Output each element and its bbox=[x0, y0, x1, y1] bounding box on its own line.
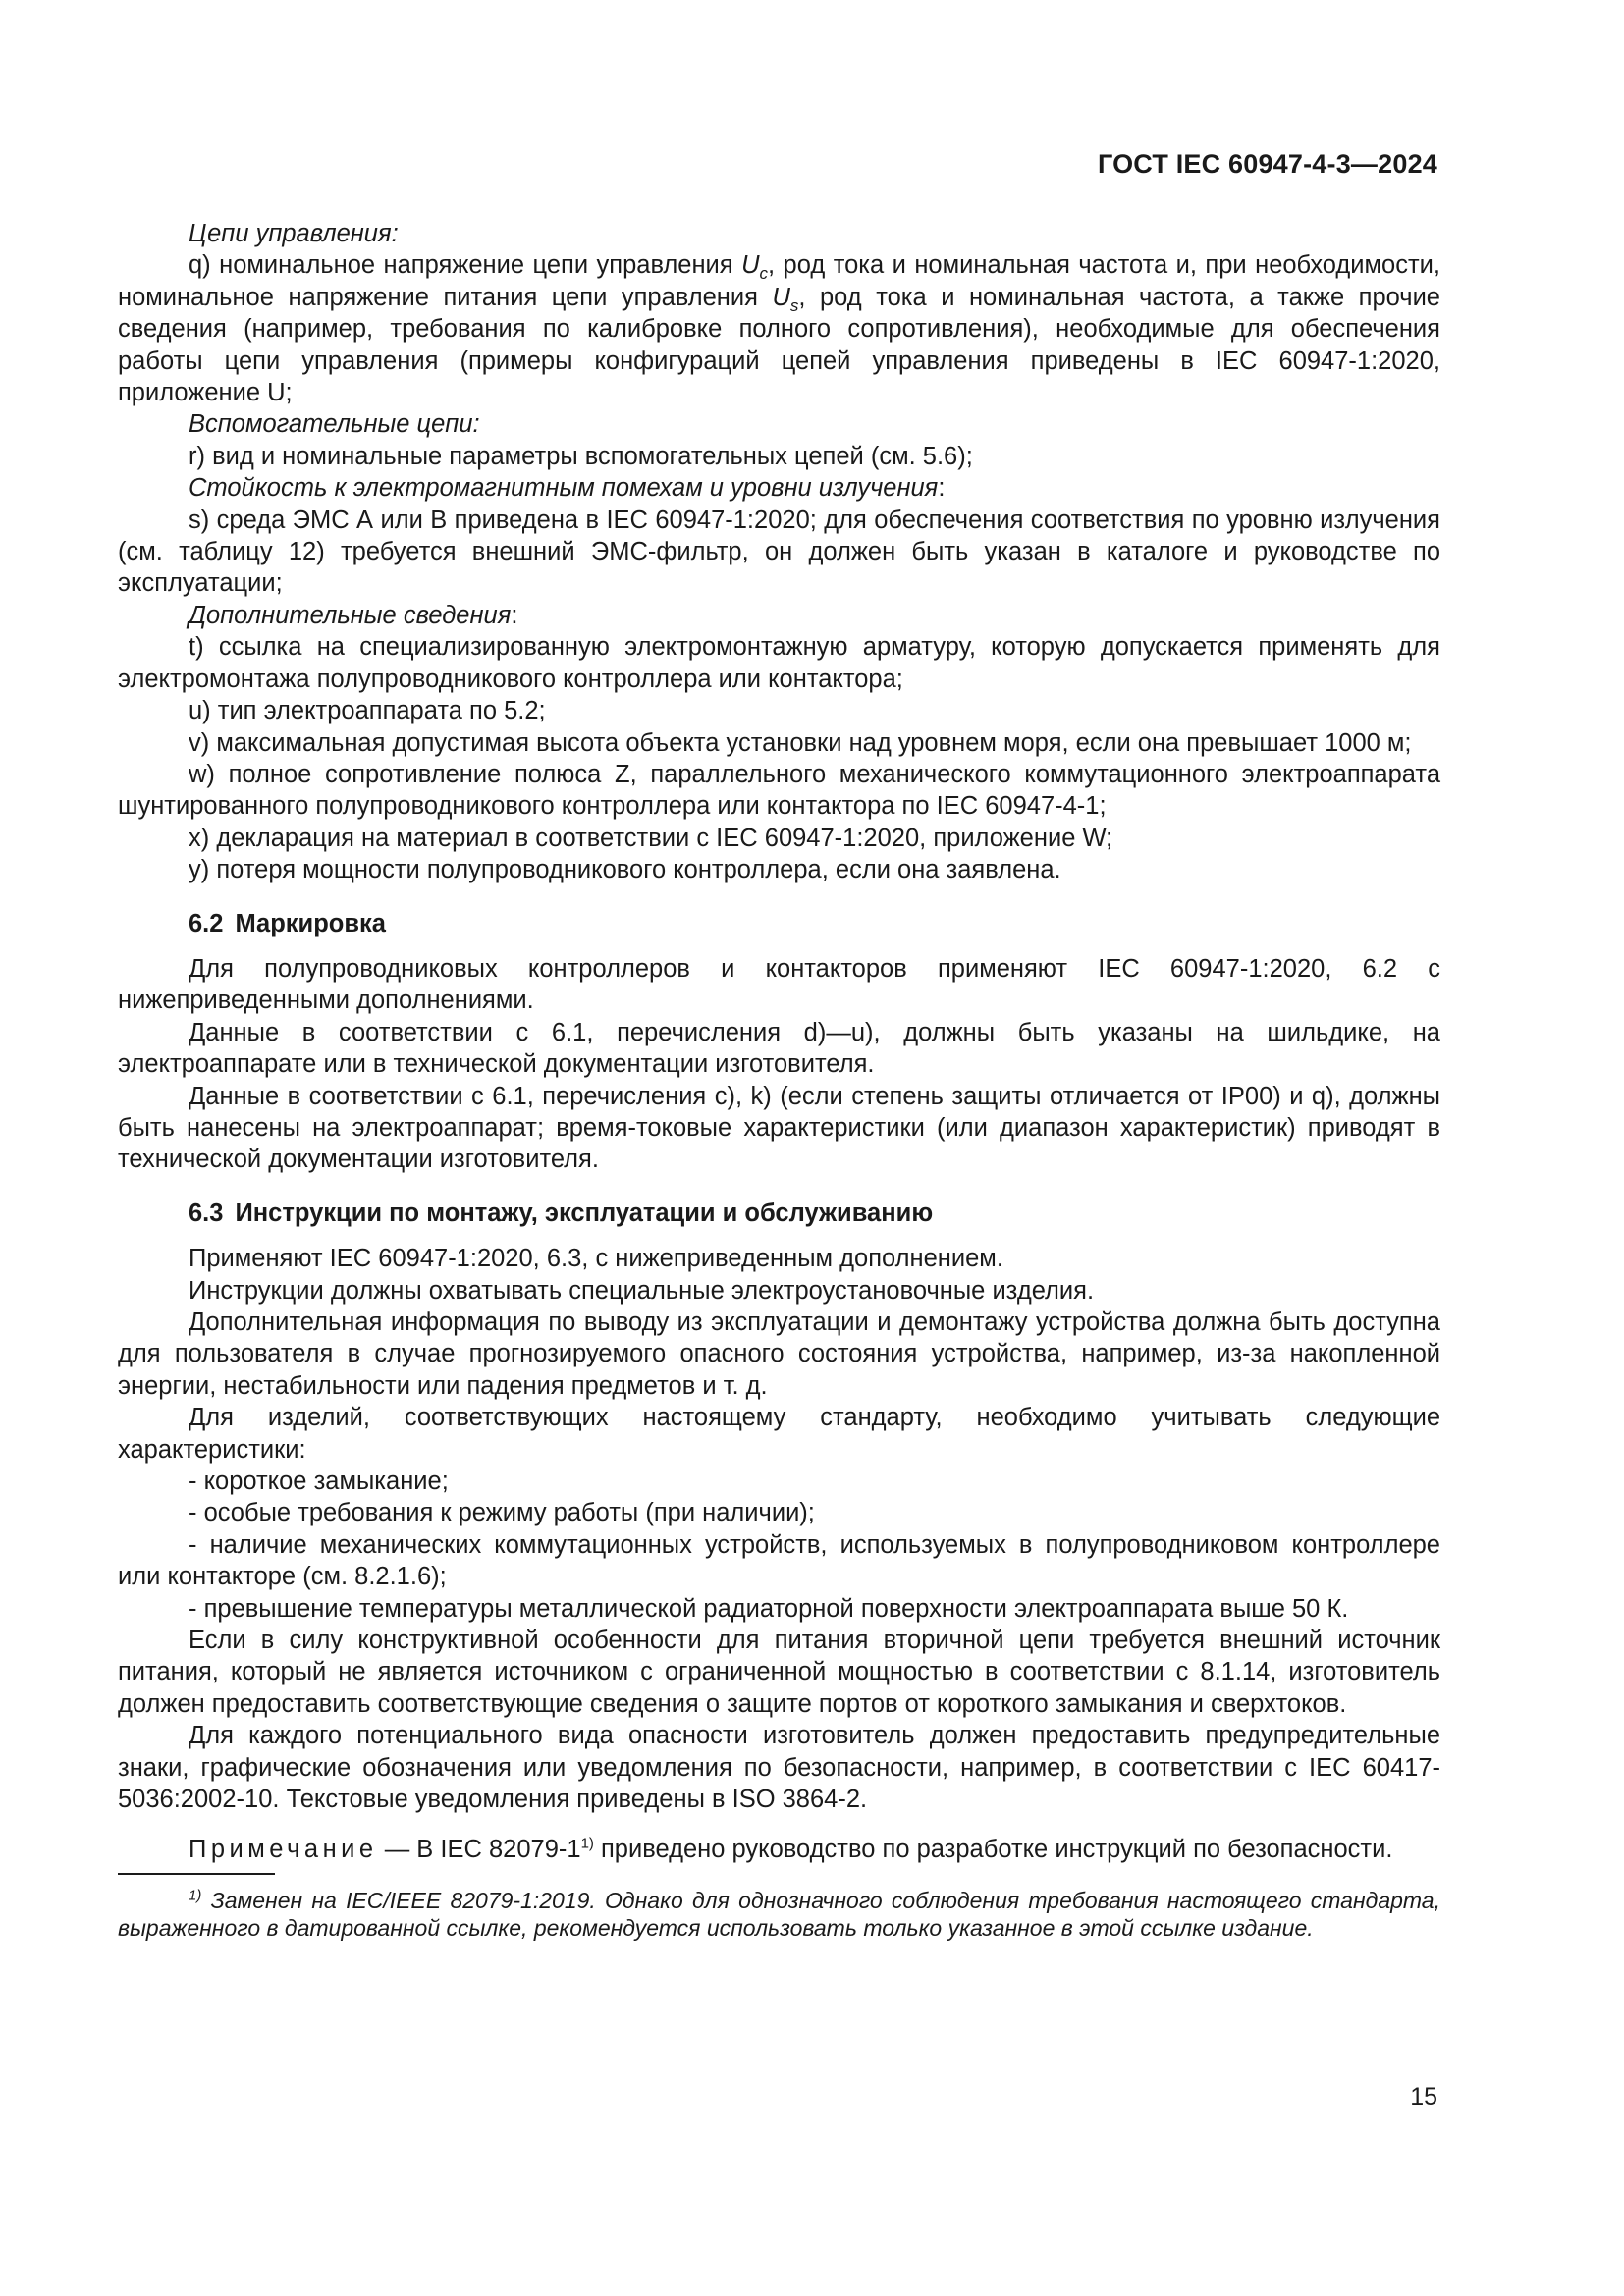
aux-circuits-heading: Вспомогательные цепи: bbox=[189, 410, 480, 439]
section-6-2-para-3: Данные в соответствии с 6.1, перечисления c), k) (если степень защиты отличается от IP00) и q), должны быть нанесены на электроаппарат; время-токовые характеристики (или диапазон характеристик) приводят в технической документации изготовителя. bbox=[118, 1082, 1440, 1174]
section-6-3-para-2: Инструкции должны охватывать специальные электроустановочные изделия. bbox=[189, 1276, 1095, 1305]
footnote-mark: 1) bbox=[189, 1887, 202, 1904]
emc-heading: Стойкость к электромагнитным помехам и уровни излучения: bbox=[189, 474, 946, 503]
section-6-3-para-3: Дополнительная информация по выводу из эксплуатации и демонтажу устройства должна быть доступна для пользователя в случае прогнозируемого опасного состояния устройства, например, из-за накопленной энергии, нестабильности или падения предметов и т. д. bbox=[118, 1308, 1440, 1400]
item-r: r) вид и номинальные параметры вспомогательных цепей (см. 5.6); bbox=[189, 442, 973, 470]
section-6-3-para-6: Для каждого потенциального вида опасности изготовитель должен предоставить предупредительные знаки, графические обозначения или уведомления по безопасности, например, в соответствии с IEC 60417-5036:2002-10. Текстовые уведомления приведены в ISO 3864-2. bbox=[118, 1722, 1440, 1814]
item-s: s) среда ЭМС А или В приведена в IEC 60947-1:2020; для обеспечения соответствия по уровню излучения (см. таблицу 12) требуется внешний ЭМС-фильтр, он должен быть указан в каталоге и руководстве по эксплуатации; bbox=[118, 506, 1440, 598]
section-6-3-para-4: Для изделий, соответствующих настоящему стандарту, необходимо учитывать следующие характеристики: bbox=[118, 1404, 1440, 1464]
item-u: u) тип электроаппарата по 5.2; bbox=[189, 697, 546, 725]
bullet-temperature-rise: - превышение температуры металлической радиаторной поверхности электроаппарата выше 50 К. bbox=[189, 1594, 1349, 1623]
section-6-2-heading: 6.2 Маркировка bbox=[189, 909, 386, 937]
footnote-divider bbox=[118, 1873, 275, 1875]
document-body bbox=[118, 218, 1440, 1943]
item-q: q) номинальное напряжение цепи управления $U_c$, род тока и номинальная частота и, при необходимости, номинальное напряжение питания цепи управления $U_s$, род тока и номинальная частота, а также прочие сведения (например, требования по калибровке полного сопротивления), необходимые для обеспечения работы цепи управления (примеры конфигураций цепей управления приведены в IEC 60947-1:2020, приложение U; bbox=[118, 251, 1440, 407]
item-w: w) полное сопротивление полюса Z, параллельного механического коммутационного электроаппарата шунтированного полупроводникового контроллера или контактора по IEC 60947-4-1; bbox=[118, 760, 1440, 821]
document-header: ГОСТ IEC 60947-4-3—2024 bbox=[1097, 149, 1437, 179]
section-6-2-para-1: Для полупроводниковых контроллеров и контакторов применяют IEC 60947-1:2020, 6.2 с нижеприведенными дополнениями. bbox=[118, 954, 1440, 1015]
section-6-2-para-2: Данные в соответствии с 6.1, перечисления d)—u), должны быть указаны на шильдике, на электроаппарате или в технической документации изготовителя. bbox=[118, 1018, 1440, 1079]
item-v: v) максимальная допустимая высота объекта установки над уровнем моря, если она превышает 1000 м; bbox=[189, 728, 1412, 757]
extra-info-heading: Дополнительные сведения: bbox=[189, 601, 518, 629]
bullet-operating-mode: - особые требования к режиму работы (при наличии); bbox=[189, 1499, 815, 1527]
section-6-3-para-1: Применяют IEC 60947-1:2020, 6.3, с нижеприведенным дополнением. bbox=[189, 1245, 1003, 1273]
item-y: y) потеря мощности полупроводникового контроллера, если она заявлена. bbox=[189, 856, 1061, 884]
note-label: Примечание bbox=[189, 1835, 378, 1863]
item-t: t) ссылка на специализированную электромонтажную арматуру, которую допускается применять для электромонтажа полупроводникового контроллера или контактора; bbox=[118, 633, 1440, 693]
bullet-mechanical-devices: - наличие механических коммутационных устройств, используемых в полупроводниковом контроллере или контакторе (см. 8.2.1.6); bbox=[118, 1530, 1440, 1591]
section-6-3-para-5: Если в силу конструктивной особенности для питания вторичной цепи требуется внешний источник питания, который не является источником с ограниченной мощностью в соответствии с 8.1.14, изготовитель должен предоставить соответствующие сведения о защите портов от короткого замыкания и сверхтоков. bbox=[118, 1627, 1440, 1718]
bullet-short-circuit: - короткое замыкание; bbox=[189, 1468, 449, 1496]
item-x: x) декларация на материал в соответствии с IEC 60947-1:2020, приложение W; bbox=[189, 824, 1113, 852]
section-6-3-heading: 6.3 Инструкции по монтажу, эксплуатации и обслуживанию bbox=[189, 1199, 934, 1227]
safety-note: Примечание — В IEC 82079-1$^{1)}$ приведено руководство по разработке инструкций по безопасности. bbox=[189, 1835, 1393, 1863]
page-number: 15 bbox=[1410, 2083, 1437, 2110]
footnote: $^{1)}$ Заменен на IEC/IEEE 82079-1:2019. Однако для однозначного соблюдения требования настоящего стандарта, выраженного в датированной ссылке, рекомендуется использовать только указанное в этой ссылке издание. bbox=[118, 1887, 1440, 1942]
control-circuits-heading: Цепи управления: bbox=[189, 220, 399, 247]
